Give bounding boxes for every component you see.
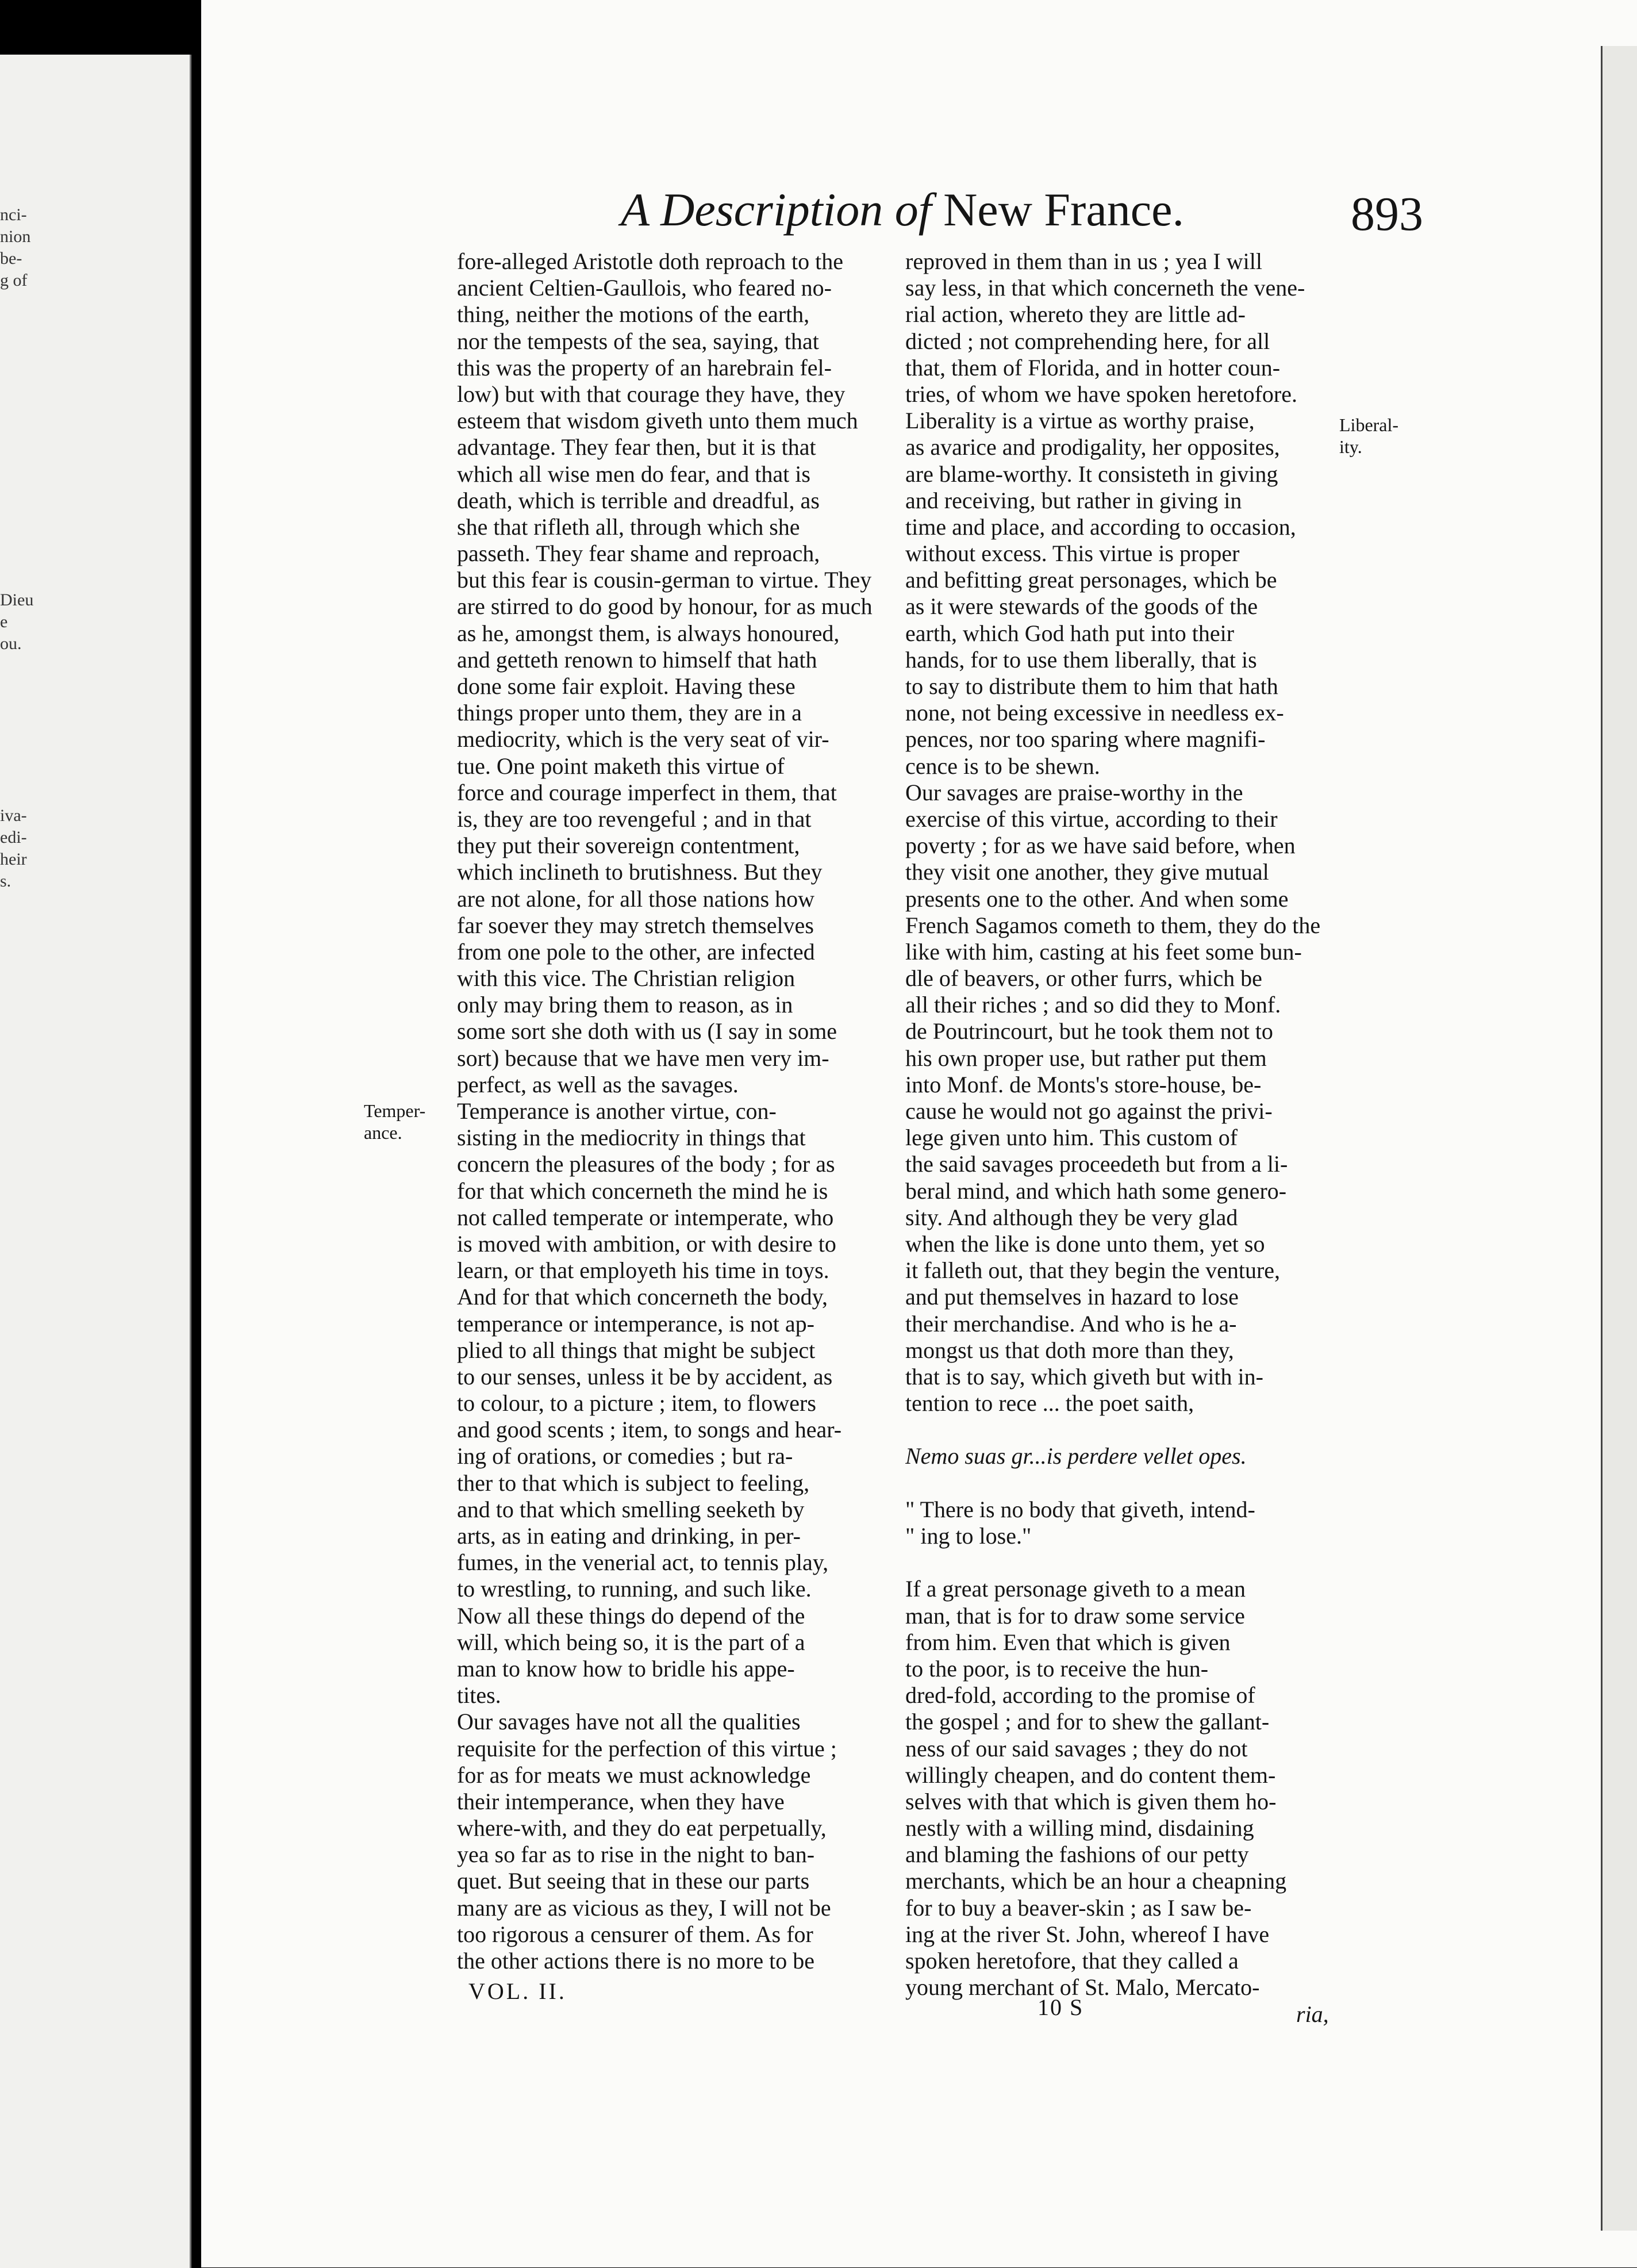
text-line: not called temperate or intemperate, who — [457, 1204, 834, 1230]
left-page-fragment: iva- — [0, 806, 27, 825]
text-line: the other actions there is no more to be — [457, 1948, 815, 1974]
margin-note-line: ity. — [1339, 436, 1362, 457]
text-line: temperance or intemperance, is not ap- — [457, 1310, 814, 1337]
text-line: " ing to lose." — [905, 1523, 1032, 1549]
text-line: advantage. They fear then, but it is that — [457, 434, 816, 460]
text-line: some sort she doth with us (I say in some — [457, 1018, 837, 1045]
text-line: de Poutrincourt, but he took them not to — [905, 1018, 1273, 1045]
running-title — [621, 183, 1184, 237]
text-line: their intemperance, when they have — [457, 1788, 785, 1814]
text-line: are not alone, for all those nations how — [457, 885, 815, 912]
text-line: for that which concerneth the mind he is — [457, 1177, 828, 1204]
text-line: fumes, in the venerial act, to tennis play, — [457, 1549, 829, 1576]
left-page-fragment: ou. — [0, 634, 22, 653]
text-line: ing at the river St. John, whereof I have — [905, 1921, 1270, 1947]
text-line: man, that is for to draw some service — [905, 1602, 1245, 1629]
page-edge-strip — [1601, 46, 1637, 2231]
text-line: tue. One point maketh this virtue of — [457, 753, 785, 779]
left-page-fragment: nion — [0, 227, 31, 246]
left-page-fragment: Dieu — [0, 590, 34, 609]
margin-note-temperance — [364, 1100, 425, 1143]
text-line: perfect, as well as the savages. — [457, 1071, 739, 1097]
text-line: as avarice and prodigality, her opposites, — [905, 434, 1280, 460]
text-line: far soever they may stretch themselves — [457, 912, 814, 938]
text-line: willingly cheapen, and do content them- — [905, 1762, 1276, 1788]
text-line: sisting in the mediocrity in things that — [457, 1125, 806, 1151]
text-line: their merchandise. And who is he a- — [905, 1310, 1237, 1337]
text-line: dicted ; not comprehending here, for all — [905, 328, 1270, 354]
text-line: are blame-worthy. It consisteth in giving — [905, 460, 1278, 487]
text-line: exercise of this virtue, according to their — [905, 805, 1278, 832]
text-line: none, not being excessive in needless ex- — [905, 700, 1284, 726]
left-page-fragment: be- — [0, 249, 22, 268]
text-line: when the like is done unto them, yet so — [905, 1230, 1265, 1257]
text-line: passeth. They fear shame and reproach, — [457, 540, 820, 567]
left-page-fragment: g of — [0, 271, 28, 290]
text-line: quet. But seeing that in these our parts — [457, 1868, 810, 1894]
text-line: force and courage imperfect in them, that — [457, 779, 837, 805]
text-line: " There is no body that giveth, intend- — [905, 1496, 1255, 1522]
text-line: Nemo suas gr...is perdere vellet opes. — [905, 1443, 1247, 1469]
text-line: the gospel ; and for to shew the gallant- — [905, 1709, 1270, 1735]
text-line: rial action, whereto they are little ad- — [905, 301, 1246, 328]
text-line: is moved with ambition, or with desire to — [457, 1230, 836, 1257]
text-line: thing, neither the motions of the earth, — [457, 301, 810, 328]
text-line: ancient Celtien-Gaullois, who feared no- — [457, 275, 832, 301]
text-line: plied to all things that might be subject — [457, 1337, 816, 1363]
text-line: cause he would not go against the privi- — [905, 1098, 1273, 1124]
text-line — [905, 1549, 1334, 1576]
text-line: low) but with that courage they have, they — [457, 381, 846, 407]
running-title-roman: New France. — [943, 183, 1185, 236]
text-line: concern the pleasures of the body ; for as — [457, 1151, 835, 1177]
text-line: all their riches ; and so did they to Monf. — [905, 992, 1281, 1018]
text-line: and put themselves in hazard to lose — [905, 1284, 1239, 1310]
text-line: man to know how to bridle his appe- — [457, 1655, 795, 1682]
text-line: selves with that which is given them ho- — [905, 1788, 1277, 1814]
text-line: presents one to the other. And when some — [905, 885, 1289, 912]
text-line: arts, as in eating and drinking, in per- — [457, 1523, 801, 1549]
text-line: to the poor, is to receive the hun- — [905, 1655, 1209, 1682]
catchword: ria, — [1296, 2001, 1329, 2027]
volume-label: VOL. II. — [468, 1978, 567, 2004]
left-page-edge — [0, 55, 191, 2268]
text-line: with this vice. The Christian religion — [457, 965, 796, 992]
text-line: tries, of whom we have spoken heretofore. — [905, 381, 1297, 407]
text-line: earth, which God hath put into their — [905, 620, 1235, 646]
text-line: will, which being so, it is the part of a — [457, 1629, 805, 1655]
text-line: requisite for the perfection of this virtue ; — [457, 1735, 837, 1762]
text-line: esteem that wisdom giveth unto them much — [457, 408, 858, 434]
left-page-fragment: e — [0, 612, 8, 631]
text-line: dle of beavers, or other furrs, which be — [905, 965, 1262, 992]
running-title-italic: A Description of — [621, 183, 932, 236]
left-page-fragment: s. — [0, 872, 11, 891]
text-line: for to buy a beaver-skin ; as I saw be- — [905, 1894, 1252, 1921]
running-head — [621, 183, 1425, 252]
text-line: ther to that which is subject to feeling, — [457, 1469, 810, 1496]
text-line: yea so far as to rise in the night to ban- — [457, 1841, 815, 1868]
text-line: spoken heretofore, that they called a — [905, 1948, 1239, 1974]
text-line: are stirred to do good by honour, for as much — [457, 593, 873, 620]
text-line — [905, 1470, 1334, 1496]
signature-mark: 10 S — [1037, 1994, 1084, 2020]
text-line: without excess. This virtue is proper — [905, 540, 1240, 567]
text-line: done some fair exploit. Having these — [457, 673, 796, 699]
text-line: death, which is terrible and dreadful, as — [457, 487, 820, 513]
text-line: and to that which smelling seeketh by — [457, 1496, 805, 1522]
text-line: but this fear is cousin-german to virtue. They — [457, 567, 872, 593]
text-line: many are as vicious as they, I will not be — [457, 1894, 831, 1921]
text-line: and good scents ; item, to songs and hear- — [457, 1417, 842, 1443]
text-line: lege given unto him. This custom of — [905, 1125, 1238, 1151]
text-column-left — [457, 248, 885, 1974]
margin-note-liberality — [1339, 414, 1398, 458]
text-line: to our senses, unless it be by accident, as — [457, 1363, 833, 1390]
text-line: Our savages are praise-worthy in the — [905, 779, 1243, 805]
text-line: to say to distribute them to him that hath — [905, 673, 1278, 699]
text-line: fore-alleged Aristotle doth reproach to the — [457, 248, 843, 274]
text-line: his own proper use, but rather put them — [905, 1045, 1267, 1071]
text-line: from one pole to the other, are infected — [457, 938, 815, 965]
left-page-fragment: heir — [0, 850, 27, 869]
margin-note-line: Liberal- — [1339, 415, 1399, 435]
text-line: too rigorous a censurer of them. As for — [457, 1921, 813, 1947]
text-line: nor the tempests of the sea, saying, that — [457, 328, 819, 354]
text-line: tites. — [457, 1682, 501, 1709]
text-line: Our savages have not all the qualities — [457, 1709, 801, 1735]
margin-note-line: ance. — [364, 1122, 402, 1143]
text-line: that, them of Florida, and in hotter coun- — [905, 354, 1281, 381]
text-line: it falleth out, that they begin the venture, — [905, 1257, 1281, 1284]
text-line: ing of orations, or comedies ; but ra- — [457, 1443, 793, 1469]
text-line: dred-fold, according to the promise of — [905, 1682, 1255, 1709]
text-line: mongst us that doth more than they, — [905, 1337, 1234, 1363]
text-line: and befitting great personages, which be — [905, 567, 1277, 593]
text-line: from him. Even that which is given — [905, 1629, 1231, 1655]
text-line: they put their sovereign contentment, — [457, 832, 800, 859]
text-line: into Monf. de Monts's store-house, be- — [905, 1071, 1262, 1097]
text-line: that is to say, which giveth but with in- — [905, 1363, 1263, 1390]
text-line: and blaming the fashions of our petty — [905, 1841, 1249, 1868]
text-column-right — [905, 248, 1334, 2001]
text-line: which all wise men do fear, and that is — [457, 460, 810, 487]
text-line: say less, in that which concerneth the vene- — [905, 275, 1305, 301]
text-line: this was the property of an harebrain fel- — [457, 354, 832, 381]
text-line: and receiving, but rather in giving in — [905, 487, 1242, 513]
text-line: the said savages proceedeth but from a li- — [905, 1151, 1288, 1177]
text-line: as he, amongst them, is always honoured, — [457, 620, 840, 646]
text-line: for as for meats we must acknowledge — [457, 1762, 811, 1788]
text-line: If a great personage giveth to a mean — [905, 1576, 1246, 1602]
text-line: merchants, which be an hour a cheapning — [905, 1868, 1287, 1894]
text-line: where-with, and they do eat perpetually, — [457, 1815, 827, 1841]
text-line: she that rifleth all, through which she — [457, 513, 800, 540]
text-line: and getteth renown to himself that hath — [457, 646, 817, 673]
text-line — [905, 1417, 1334, 1443]
text-line: ness of our said savages ; they do not — [905, 1735, 1248, 1762]
text-line: learn, or that employeth his time in toys. — [457, 1257, 829, 1284]
text-line: poverty ; for as we have said before, when — [905, 832, 1296, 859]
text-line: reproved in them than in us ; yea I will — [905, 248, 1262, 274]
text-line: which inclineth to brutishness. But they — [457, 859, 823, 885]
text-line: And for that which concerneth the body, — [457, 1284, 828, 1310]
text-line: Temperance is another virtue, con- — [457, 1098, 777, 1124]
margin-note-line: Temper- — [364, 1100, 426, 1121]
text-line: sity. And although they be very glad — [905, 1204, 1238, 1230]
text-line: they visit one another, they give mutual — [905, 859, 1269, 885]
text-line: time and place, and according to occasion, — [905, 513, 1296, 540]
text-line: nestly with a willing mind, disdaining — [905, 1815, 1254, 1841]
text-line: mediocrity, which is the very seat of vir- — [457, 726, 829, 753]
text-line: pences, nor too sparing where magnifi- — [905, 726, 1266, 753]
text-line: things proper unto them, they are in a — [457, 700, 802, 726]
left-page-fragment: nci- — [0, 205, 27, 224]
text-line: sort) because that we have men very im- — [457, 1045, 829, 1071]
text-line: beral mind, and which hath some genero- — [905, 1177, 1287, 1204]
page-number: 893 — [1351, 187, 1423, 241]
text-line: as it were stewards of the goods of the — [905, 593, 1258, 620]
text-line: is, they are too revengeful ; and in that — [457, 805, 812, 832]
text-line: only may bring them to reason, as in — [457, 992, 793, 1018]
text-line: Now all these things do depend of the — [457, 1602, 805, 1629]
text-line: to wrestling, to running, and such like. — [457, 1576, 812, 1602]
text-line: to colour, to a picture ; item, to flowers — [457, 1390, 816, 1417]
text-line: Liberality is a virtue as worthy praise, — [905, 408, 1255, 434]
text-line: cence is to be shewn. — [905, 753, 1100, 779]
text-line: tention to rece ... the poet saith, — [905, 1390, 1194, 1417]
text-line: hands, for to use them liberally, that is — [905, 646, 1257, 673]
text-line: young merchant of St. Malo, Mercato- — [905, 1974, 1260, 2001]
left-page-fragment: edi- — [0, 828, 27, 847]
text-line: like with him, casting at his feet some bun- — [905, 938, 1302, 965]
text-line: French Sagamos cometh to them, they do the — [905, 912, 1321, 938]
